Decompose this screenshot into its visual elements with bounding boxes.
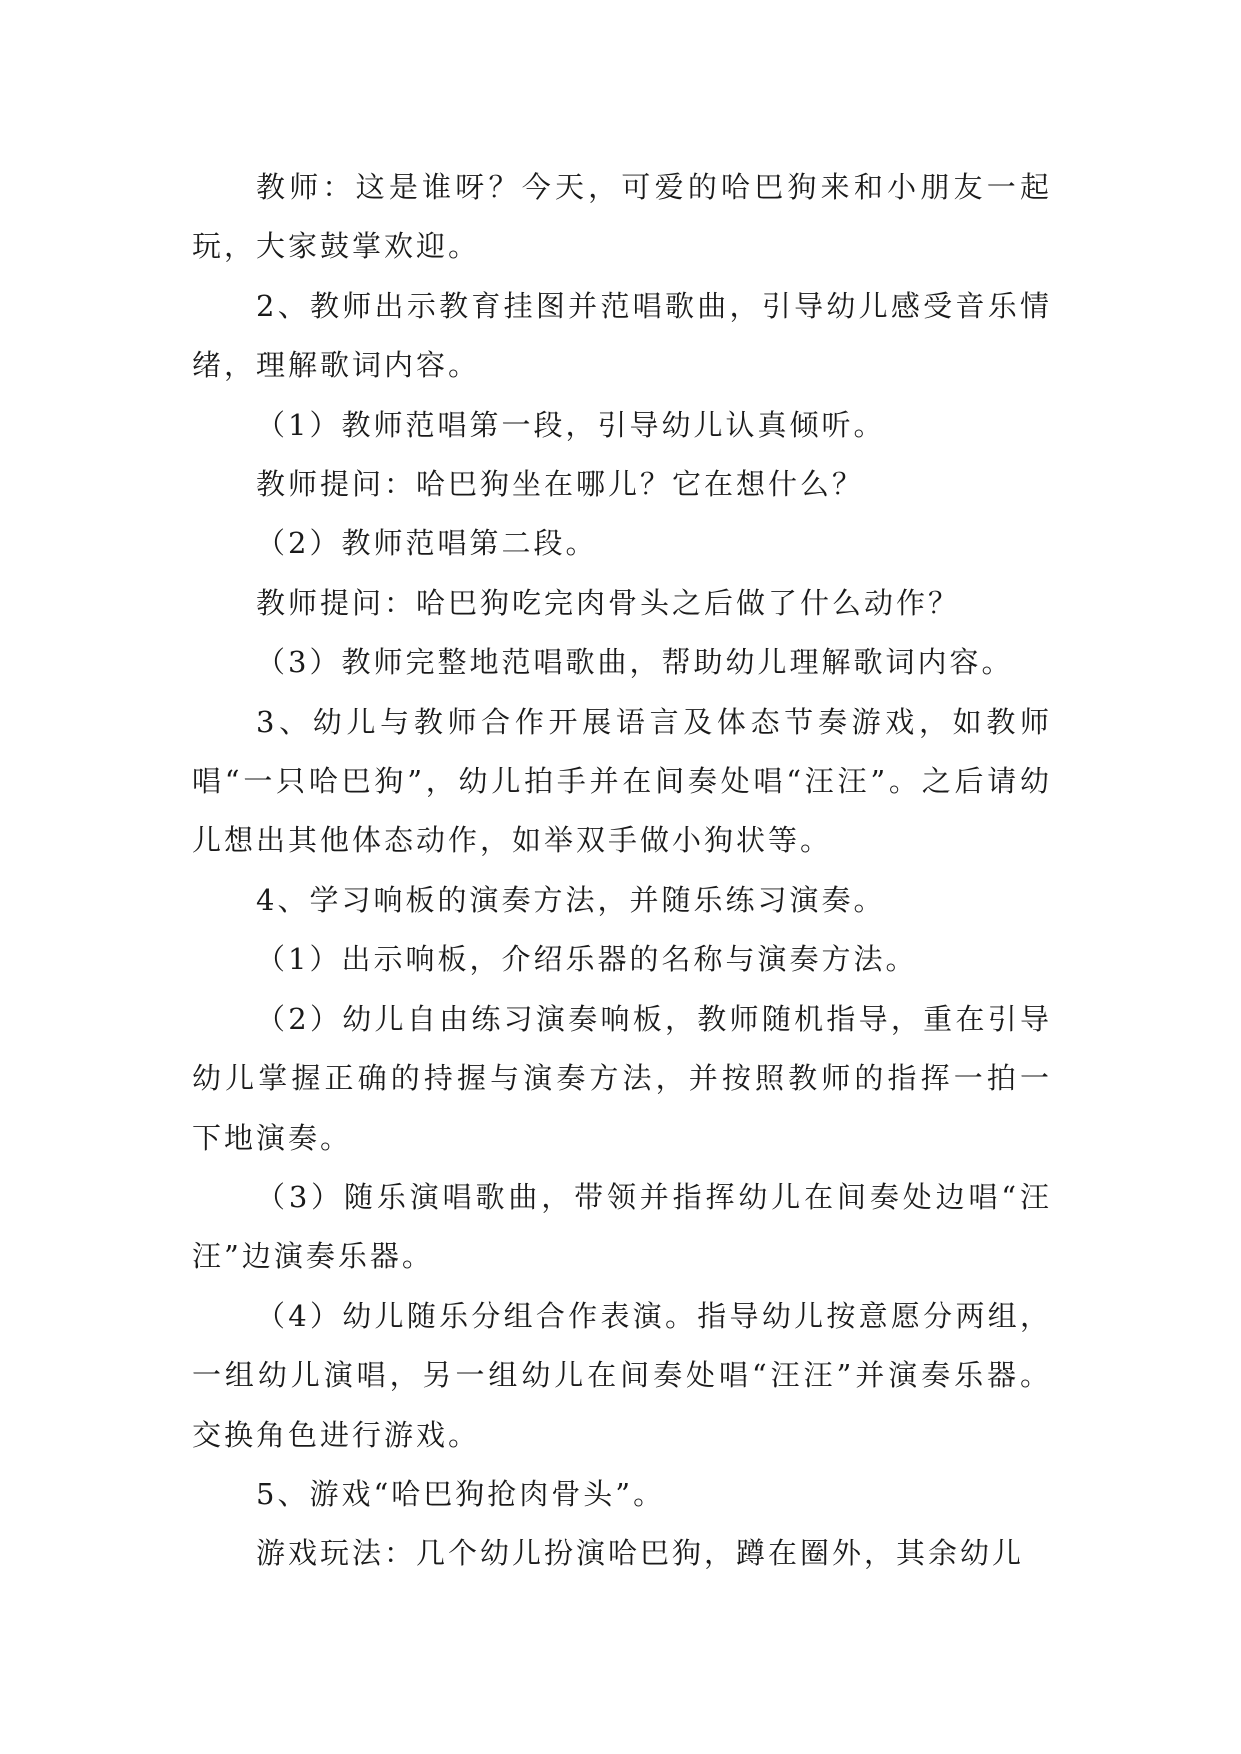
paragraph-step-4: 4、学习响板的演奏方法，并随乐练习演奏。: [256, 882, 886, 917]
paragraph-game-rules: 游戏玩法：几个幼儿扮演哈巴狗，蹲在圈外，其余幼儿: [256, 1536, 1025, 1571]
paragraph-step-2-1: （1）教师范唱第一段，引导幼儿认真倾听。: [256, 407, 886, 442]
paragraph-teacher-intro: 教师：这是谁呀？今天，可爱的哈巴狗来和小朋友一起玩，大家鼓掌欢迎。: [192, 170, 1052, 264]
paragraph-step-2-2: （2）教师范唱第二段。: [256, 526, 598, 561]
paragraph-step-5: 5、游戏“哈巴狗抢肉骨头”。: [256, 1476, 666, 1511]
paragraph-step-3: 3、幼儿与教师合作开展语言及体态节奏游戏，如教师唱“一只哈巴狗”，幼儿拍手并在间奏处唱“汪汪”。之后请幼儿想出其他体态动作，如举双手做小狗状等。: [192, 704, 1052, 858]
paragraph-step-4-2: （2）幼儿自由练习演奏响板，教师随机指导，重在引导幼儿掌握正确的持握与演奏方法，并按照教师的指挥一拍一下地演奏。: [192, 1001, 1052, 1155]
paragraph-step-4-3: （3）随乐演唱歌曲，带领并指挥幼儿在间奏处边唱“汪汪”边演奏乐器。: [192, 1179, 1052, 1274]
paragraph-step-4-4: （4）幼儿随乐分组合作表演。指导幼儿按意愿分两组，一组幼儿演唱，另一组幼儿在间奏处唱“汪汪”并演奏乐器。交换角色进行游戏。: [192, 1298, 1052, 1452]
paragraph-step-2: 2、教师出示教育挂图并范唱歌曲，引导幼儿感受音乐情绪，理解歌词内容。: [192, 288, 1052, 383]
paragraph-step-2-3: （3）教师完整地范唱歌曲，帮助幼儿理解歌词内容。: [256, 645, 1014, 680]
paragraph-step-4-1: （1）出示响板，介绍乐器的名称与演奏方法。: [256, 942, 918, 977]
body-text: [192, 158, 1052, 1584]
paragraph-question-2: 教师提问：哈巴狗吃完肉骨头之后做了什么动作？: [256, 585, 961, 620]
paragraph-question-1: 教师提问：哈巴狗坐在哪儿？它在想什么？: [256, 467, 865, 502]
